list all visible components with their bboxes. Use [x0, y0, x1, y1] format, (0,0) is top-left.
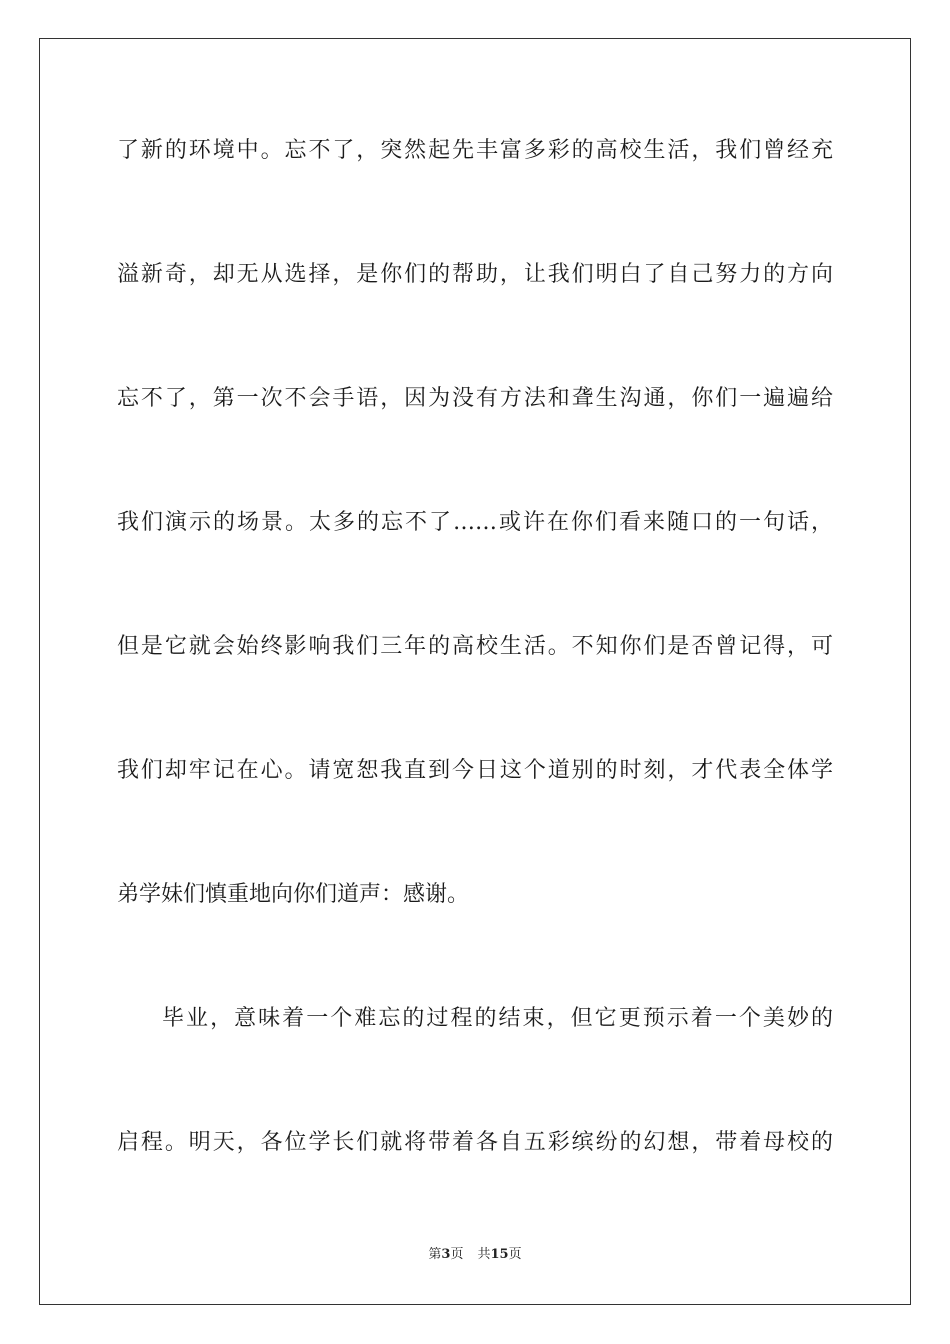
page-number: 3	[441, 1247, 451, 1262]
body-line-6: 我们却牢记在心。请宽恕我直到今日这个道别的时刻，才代表全体学	[117, 758, 833, 783]
total-pages: 15	[490, 1247, 509, 1262]
total-prefix: 共	[477, 1247, 491, 1262]
body-line-8: 毕业，意味着一个难忘的过程的结束，但它更预示着一个美妙的	[162, 1006, 833, 1031]
body-line-7: 弟学妹们慎重地向你们道声：感谢。	[117, 882, 470, 907]
total-suffix: 页	[508, 1247, 522, 1262]
page-prefix: 第	[428, 1247, 442, 1262]
body-line-9: 启程。明天，各位学长们就将带着各自五彩缤纷的幻想，带着母校的	[117, 1130, 833, 1155]
body-line-3: 忘不了，第一次不会手语，因为没有方法和聋生沟通，你们一遍遍给	[117, 386, 833, 411]
body-line-5: 但是它就会始终影响我们三年的高校生活。不知你们是否曾记得，可	[117, 634, 833, 659]
page-footer	[0, 1246, 950, 1264]
page-frame	[39, 38, 911, 1305]
body-line-4: 我们演示的场景。太多的忘不了……或许在你们看来随口的一句话，	[117, 510, 833, 535]
page-suffix: 页	[450, 1247, 464, 1262]
body-line-2: 溢新奇，却无从选择，是你们的帮助，让我们明白了自己努力的方向	[117, 262, 833, 287]
body-line-1: 了新的环境中。忘不了，突然起先丰富多彩的高校生活，我们曾经充	[117, 138, 833, 163]
